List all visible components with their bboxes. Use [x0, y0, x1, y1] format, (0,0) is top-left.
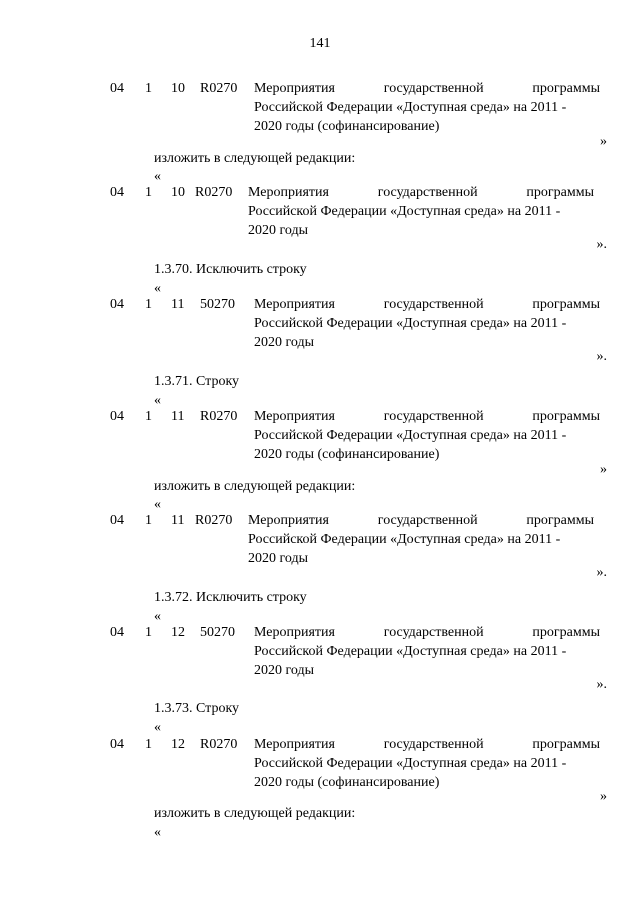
table-row — [0, 295, 640, 355]
table-row — [0, 79, 640, 139]
desc-line: 2020 годы (софинансирование) — [254, 119, 440, 134]
table-row — [0, 623, 640, 683]
desc-word: государственной — [377, 513, 478, 528]
code-subprogram: 12 — [171, 737, 185, 752]
code-target: R0270 — [200, 81, 238, 96]
table-row — [0, 735, 640, 795]
desc-line: 2020 годы (софинансирование) — [254, 447, 440, 462]
code-program: 1 — [145, 81, 152, 96]
closing-quote: » — [600, 462, 607, 477]
clause-heading: 1.3.70. Исключить строку — [154, 262, 307, 277]
closing-quote: ». — [596, 237, 607, 252]
edit-instruction: изложить в следующей редакции: — [154, 806, 356, 821]
opening-quote: « — [154, 497, 161, 512]
clause-heading: 1.3.73. Строку — [154, 701, 240, 716]
desc-word: государственной — [383, 409, 484, 424]
clause-heading: 1.3.72. Исключить строку — [154, 590, 307, 605]
desc-line: 2020 годы — [248, 223, 309, 238]
edit-instruction: изложить в следующей редакции: — [154, 479, 356, 494]
row-description — [254, 623, 600, 680]
code-section: 04 — [110, 297, 124, 312]
desc-word: государственной — [377, 185, 478, 200]
opening-quote: « — [154, 825, 161, 840]
code-subprogram: 11 — [171, 409, 185, 424]
desc-line: Российской Федерации «Доступная среда» на 2011 - — [254, 100, 567, 115]
desc-line: Российской Федерации «Доступная среда» на 2011 - — [248, 204, 561, 219]
clause-heading: 1.3.71. Строку — [154, 374, 240, 389]
desc-word: Мероприятия — [254, 297, 335, 312]
row-description — [248, 183, 594, 240]
desc-word: Мероприятия — [254, 409, 335, 424]
code-section: 04 — [110, 409, 124, 424]
code-target: R0270 — [200, 409, 238, 424]
code-program: 1 — [145, 513, 152, 528]
desc-line: Российской Федерации «Доступная среда» на 2011 - — [248, 532, 561, 547]
code-subprogram: 10 — [171, 81, 185, 96]
desc-word: государственной — [383, 737, 484, 752]
desc-word: программы — [526, 185, 594, 200]
code-section: 04 — [110, 737, 124, 752]
edit-instruction: изложить в следующей редакции: — [154, 151, 356, 166]
closing-quote: » — [600, 789, 607, 804]
desc-word: программы — [532, 297, 600, 312]
code-subprogram: 11 — [171, 297, 185, 312]
desc-line: 2020 годы (софинансирование) — [254, 775, 440, 790]
desc-line: Российской Федерации «Доступная среда» на 2011 - — [254, 316, 567, 331]
code-section: 04 — [110, 625, 124, 640]
table-row — [0, 511, 640, 571]
desc-word: программы — [532, 737, 600, 752]
code-target: 50270 — [200, 297, 235, 312]
code-program: 1 — [145, 625, 152, 640]
closing-quote: » — [600, 134, 607, 149]
code-target: R0270 — [200, 737, 238, 752]
table-row — [0, 183, 640, 243]
desc-word: государственной — [383, 625, 484, 640]
code-target: 50270 — [200, 625, 235, 640]
code-subprogram: 12 — [171, 625, 185, 640]
desc-word: программы — [532, 81, 600, 96]
code-target: R0270 — [195, 513, 233, 528]
desc-line: Российской Федерации «Доступная среда» на 2011 - — [254, 644, 567, 659]
code-section: 04 — [110, 185, 124, 200]
desc-word: государственной — [383, 81, 484, 96]
desc-line: Российской Федерации «Доступная среда» на 2011 - — [254, 428, 567, 443]
desc-word: государственной — [383, 297, 484, 312]
code-section: 04 — [110, 81, 124, 96]
code-program: 1 — [145, 737, 152, 752]
desc-word: программы — [532, 409, 600, 424]
desc-line: 2020 годы — [248, 551, 309, 566]
closing-quote: ». — [596, 677, 607, 692]
opening-quote: « — [154, 609, 161, 624]
desc-line: Российской Федерации «Доступная среда» на 2011 - — [254, 756, 567, 771]
desc-word: Мероприятия — [254, 625, 335, 640]
opening-quote: « — [154, 281, 161, 296]
desc-line: 2020 годы — [254, 335, 315, 350]
row-description — [254, 79, 600, 136]
code-subprogram: 11 — [171, 513, 185, 528]
row-description — [254, 295, 600, 352]
code-program: 1 — [145, 185, 152, 200]
desc-word: Мероприятия — [248, 513, 329, 528]
row-description — [248, 511, 594, 568]
table-row — [0, 407, 640, 467]
opening-quote: « — [154, 393, 161, 408]
opening-quote: « — [154, 720, 161, 735]
page-number: 141 — [309, 36, 331, 51]
code-subprogram: 10 — [171, 185, 185, 200]
desc-word: Мероприятия — [254, 81, 335, 96]
desc-word: Мероприятия — [248, 185, 329, 200]
closing-quote: ». — [596, 349, 607, 364]
code-program: 1 — [145, 297, 152, 312]
desc-word: программы — [526, 513, 594, 528]
code-target: R0270 — [195, 185, 233, 200]
code-section: 04 — [110, 513, 124, 528]
row-description — [254, 735, 600, 792]
desc-word: Мероприятия — [254, 737, 335, 752]
code-program: 1 — [145, 409, 152, 424]
row-description — [254, 407, 600, 464]
desc-word: программы — [532, 625, 600, 640]
opening-quote: « — [154, 169, 161, 184]
closing-quote: ». — [596, 565, 607, 580]
desc-line: 2020 годы — [254, 663, 315, 678]
